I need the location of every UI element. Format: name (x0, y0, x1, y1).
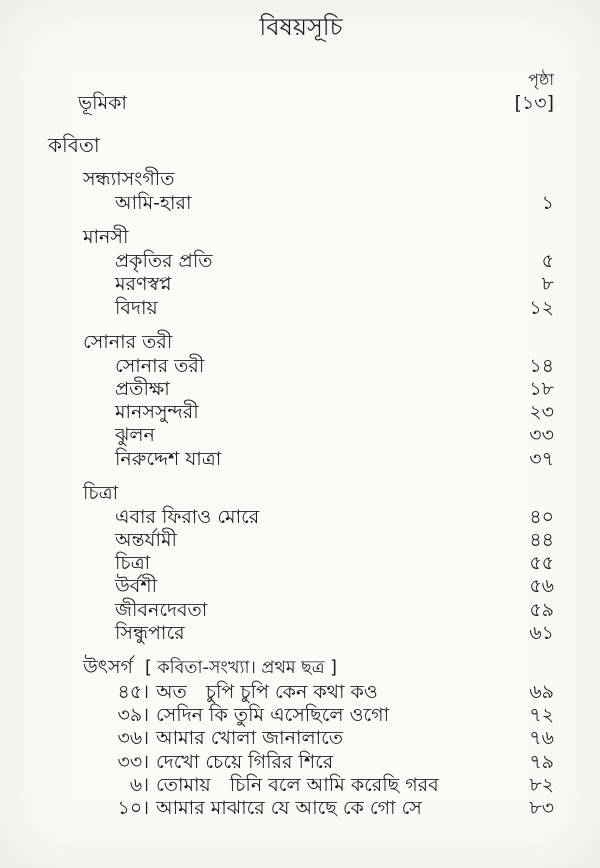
toc-entry-row (48, 529, 554, 552)
toc-entry-row (48, 599, 554, 622)
section-heading (48, 654, 554, 681)
poem-page-number: ৪০ (529, 505, 554, 528)
section-entries (48, 355, 554, 471)
toc-entry-row (48, 704, 554, 727)
poem-title: আমার খোলা জানালাতে (156, 727, 344, 750)
section-heading-text: উৎসর্গ (83, 656, 133, 679)
toc-entry-row (48, 448, 554, 471)
front-matter-row (48, 91, 554, 115)
poem-page-number: ৪৪ (529, 529, 554, 552)
poem-title: আমার মাঝারে যে আছে কে গো সে (156, 797, 422, 820)
section-heading (48, 166, 554, 192)
poem-page-number: ৬৯ (529, 681, 554, 704)
poem-title: সেদিন কি তুমি এসেছিলে ওগো (156, 704, 390, 727)
toc-entry-row (48, 424, 554, 447)
poem-title: এবার ফিরাও মোরে (115, 505, 260, 528)
poem-page-number: ২৩ (529, 401, 554, 424)
section-heading (48, 224, 554, 250)
toc-entry-row (48, 273, 554, 296)
section-heading-text: সন্ধ্যাসংগীত (83, 168, 175, 190)
front-matter-page-number: [১৩] (514, 92, 554, 114)
poem-number: ৬। (129, 773, 149, 796)
page-number-column-label: পৃষ্ঠা (528, 70, 554, 89)
poem-title: আমি-হারা (115, 192, 192, 214)
toc-entry-row (48, 378, 554, 401)
poem-title: অত চুপি চুপি কেন কথা কও (156, 681, 378, 704)
section-heading (48, 329, 554, 355)
poem-title: উর্বশী (115, 575, 158, 598)
poem-page-number: ১২ (529, 296, 554, 319)
poem-title: দেখো চেয়ে গিরির শিরে (156, 750, 334, 773)
poem-title: সিন্ধুপারে (115, 621, 185, 644)
toc-entry-row (48, 681, 554, 704)
poem-page-number: ৭৬ (529, 727, 554, 750)
poem-page-number: ৩৭ (529, 447, 554, 470)
poem-page-number: ৮ (541, 273, 554, 296)
poem-page-number: ৬১ (529, 621, 554, 644)
section-entries (48, 681, 554, 820)
poem-title: প্রতীক্ষা (115, 378, 170, 401)
poem-title: বিদায় (115, 296, 158, 319)
toc-content (48, 0, 554, 829)
poem-page-number: ৭২ (529, 704, 554, 727)
poem-title: মানসসুন্দরী (115, 401, 199, 424)
poem-title: নিরুদ্দেশ যাত্রা (115, 447, 222, 470)
toc-entry-row (48, 297, 554, 320)
poem-page-number: ৮৩ (529, 797, 554, 820)
toc-section (48, 224, 554, 320)
section-entries (48, 192, 554, 215)
toc-entry-row (48, 797, 554, 820)
toc-entry-row (48, 401, 554, 424)
toc-entry-row (48, 751, 554, 774)
toc-entry-row (48, 575, 554, 598)
toc-section (48, 329, 554, 471)
poem-page-number: ৮২ (529, 773, 554, 796)
poem-page-number: ১ (541, 192, 554, 214)
toc-entry-row (48, 727, 554, 750)
toc-section (48, 166, 554, 215)
poem-page-number: ৩৩ (529, 424, 554, 447)
section-heading-note: [ কবিতা-সংখ্যা। প্রথম ছত্র ] (144, 658, 337, 679)
part-heading: কবিতা (48, 133, 100, 157)
poem-title: প্রকৃতির প্রতি (115, 250, 213, 273)
poem-title: ঝুলন (115, 424, 155, 447)
toc-entry-row (48, 774, 554, 797)
toc-entry-row (48, 192, 554, 215)
toc-section (48, 480, 554, 645)
toc-sections-list (48, 166, 554, 820)
toc-entry-row (48, 506, 554, 529)
poem-number: ৩৯। (117, 704, 149, 727)
section-entries (48, 506, 554, 645)
poem-title: সোনার তরী (115, 354, 205, 377)
front-matter-title: ভূমিকা (78, 92, 127, 114)
poem-number: ৩৩। (117, 750, 149, 773)
poem-title: মরণস্বপ্ন (115, 273, 172, 296)
poem-page-number: ৫ (541, 250, 554, 273)
poem-title: চিত্রা (115, 552, 151, 575)
section-heading-text: মানসী (83, 226, 129, 249)
poem-number: ১০। (117, 797, 149, 820)
poem-title: অন্তর্যামী (115, 529, 177, 552)
toc-entry-row (48, 552, 554, 575)
section-heading-text: চিত্রা (83, 481, 119, 504)
poem-page-number: ৫৬ (529, 575, 554, 598)
section-heading (48, 480, 554, 506)
poem-page-number: ৭৯ (529, 750, 554, 773)
poem-page-number: ১৮ (529, 378, 554, 401)
poem-number: ৪৫। (117, 681, 149, 704)
poem-page-number: ৫৫ (529, 552, 554, 575)
poem-title: জীবনদেবতা (115, 598, 208, 621)
page-title: বিষয়সূচি (259, 13, 343, 41)
toc-entry-row (48, 622, 554, 645)
toc-entry-row (48, 250, 554, 273)
toc-entry-row (48, 355, 554, 378)
section-entries (48, 250, 554, 320)
poem-number: ৩৬। (117, 727, 149, 750)
poem-title: তোমায় চিনি বলে আমি করেছি গরব (156, 773, 439, 796)
toc-section (48, 654, 554, 820)
poem-page-number: ৫৯ (529, 598, 554, 621)
poem-page-number: ১৪ (529, 354, 554, 377)
section-heading-text: সোনার তরী (83, 330, 173, 353)
